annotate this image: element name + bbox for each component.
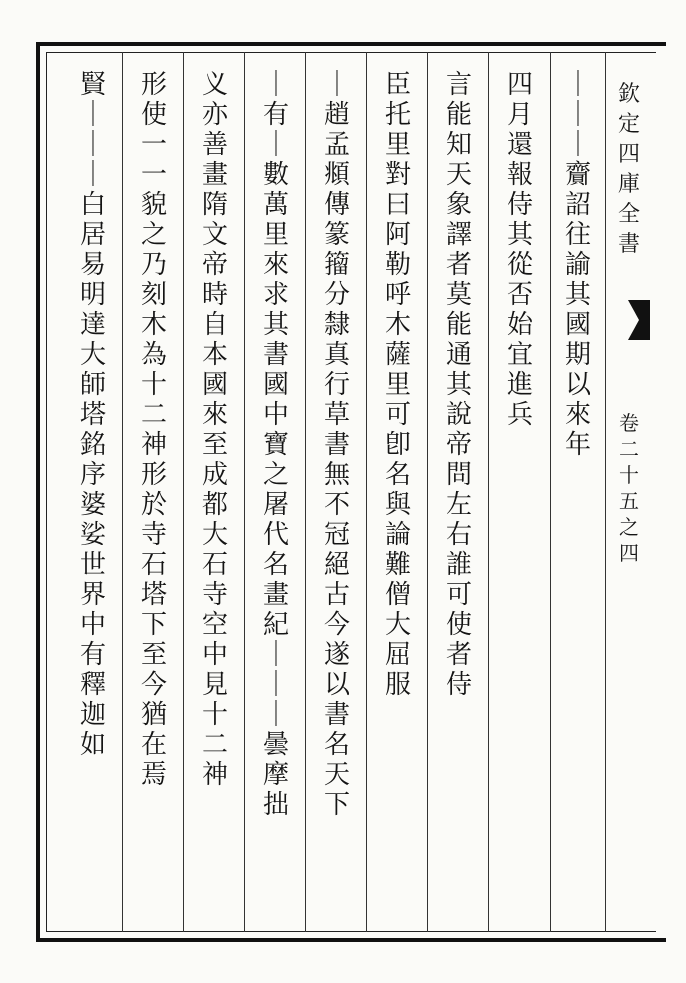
glyph: 言 xyxy=(445,70,472,100)
column-rule xyxy=(183,52,184,932)
text-column xyxy=(375,60,421,920)
glyph: 至 xyxy=(201,430,228,460)
glyph: 齎 xyxy=(564,160,591,190)
glyph: 里 xyxy=(384,130,411,160)
glyph: 以 xyxy=(323,670,350,700)
glyph: 冠 xyxy=(323,520,350,550)
text-column xyxy=(436,60,482,920)
glyph: 定 xyxy=(617,112,640,137)
glyph: 否 xyxy=(506,280,533,310)
column-text xyxy=(436,60,482,920)
text-column xyxy=(314,60,360,920)
glyph: 本 xyxy=(201,340,228,370)
glyph: 代 xyxy=(262,520,289,550)
glyph: 中 xyxy=(201,640,228,670)
glyph: 國 xyxy=(201,370,228,400)
glyph: 分 xyxy=(323,280,350,310)
glyph: 知 xyxy=(445,130,472,160)
glyph: 四 xyxy=(617,142,640,167)
glyph: 書 xyxy=(323,700,350,730)
headword-note xyxy=(555,60,601,920)
glyph: 二 xyxy=(140,400,167,430)
glyph: 書 xyxy=(323,430,350,460)
glyph: 論 xyxy=(384,520,411,550)
glyph: 都 xyxy=(201,490,228,520)
glyph: 中 xyxy=(262,400,289,430)
glyph: 銘 xyxy=(79,430,106,460)
glyph: 石 xyxy=(201,550,228,580)
glyph: 侍 xyxy=(445,670,472,700)
glyph: 猶 xyxy=(140,700,167,730)
glyph: 摩 xyxy=(262,760,289,790)
glyph: 貌 xyxy=(140,190,167,220)
column-rule xyxy=(305,52,306,932)
glyph: 神 xyxy=(140,430,167,460)
glyph: 下 xyxy=(140,610,167,640)
glyph: 於 xyxy=(140,490,167,520)
glyph: 其 xyxy=(564,280,591,310)
glyph: 名 xyxy=(323,730,350,760)
glyph: 今 xyxy=(140,670,167,700)
column-text xyxy=(192,60,238,920)
glyph: 至 xyxy=(140,640,167,670)
glyph: ｜ xyxy=(79,130,106,160)
glyph: 屈 xyxy=(384,640,411,670)
column-rule xyxy=(488,52,489,932)
glyph: 寶 xyxy=(262,430,289,460)
glyph: 誰 xyxy=(445,550,472,580)
glyph: 臣 xyxy=(384,70,411,100)
glyph: 四 xyxy=(619,541,639,565)
glyph: 娑 xyxy=(79,520,106,550)
glyph: 之 xyxy=(140,220,167,250)
glyph: 能 xyxy=(445,100,472,130)
glyph: 諭 xyxy=(564,250,591,280)
glyph: 下 xyxy=(323,790,350,820)
glyph: 义 xyxy=(201,70,228,100)
glyph: 十 xyxy=(201,700,228,730)
column-rule xyxy=(122,52,123,932)
glyph: 曰 xyxy=(384,190,411,220)
glyph: 帝 xyxy=(201,250,228,280)
glyph: 始 xyxy=(506,310,533,340)
column-rule xyxy=(427,52,428,932)
glyph: 還 xyxy=(506,130,533,160)
glyph: 曇 xyxy=(262,730,289,760)
glyph: 說 xyxy=(445,400,472,430)
glyph: 者 xyxy=(445,250,472,280)
glyph: 其 xyxy=(506,220,533,250)
glyph: 大 xyxy=(384,610,411,640)
glyph: 一 xyxy=(140,130,167,160)
glyph: 大 xyxy=(201,520,228,550)
text-column xyxy=(555,60,601,920)
glyph: 絕 xyxy=(323,550,350,580)
glyph: 不 xyxy=(323,490,350,520)
glyph: 寺 xyxy=(201,580,228,610)
column-rule xyxy=(366,52,367,932)
glyph: 為 xyxy=(140,340,167,370)
glyph: 使 xyxy=(445,610,472,640)
glyph: 期 xyxy=(564,340,591,370)
glyph: 篆 xyxy=(323,220,350,250)
glyph: 乃 xyxy=(140,250,167,280)
glyph: 庫 xyxy=(617,172,640,197)
glyph: 焉 xyxy=(140,760,167,790)
column-text xyxy=(314,60,360,920)
glyph: 真 xyxy=(323,340,350,370)
glyph: 善 xyxy=(201,130,228,160)
glyph: 隋 xyxy=(201,190,228,220)
glyph: 隸 xyxy=(323,310,350,340)
glyph: 象 xyxy=(445,190,472,220)
glyph: 國 xyxy=(262,370,289,400)
glyph: 頫 xyxy=(323,160,350,190)
glyph: 通 xyxy=(445,340,472,370)
glyph: 今 xyxy=(323,610,350,640)
glyph: 里 xyxy=(384,370,411,400)
glyph: 帝 xyxy=(445,430,472,460)
glyph: 勒 xyxy=(384,250,411,280)
glyph: 呼 xyxy=(384,280,411,310)
glyph: ｜ xyxy=(262,670,289,700)
glyph: 僧 xyxy=(384,580,411,610)
column-text xyxy=(131,60,177,920)
glyph: 中 xyxy=(79,610,106,640)
glyph: 侍 xyxy=(506,190,533,220)
glyph: 形 xyxy=(140,460,167,490)
glyph: 譯 xyxy=(445,220,472,250)
glyph: ｜ xyxy=(79,160,106,190)
glyph: 釋 xyxy=(79,670,106,700)
glyph: 木 xyxy=(140,310,167,340)
glyph: 名 xyxy=(262,550,289,580)
glyph: 從 xyxy=(506,250,533,280)
glyph: 塔 xyxy=(79,400,106,430)
glyph: 亦 xyxy=(201,100,228,130)
glyph: 二 xyxy=(201,730,228,760)
glyph: 托 xyxy=(384,100,411,130)
glyph: 趙 xyxy=(323,100,350,130)
glyph: 十 xyxy=(140,370,167,400)
glyph: 十 xyxy=(619,463,639,487)
glyph: 五 xyxy=(619,489,639,513)
glyph: 白 xyxy=(79,190,106,220)
text-column xyxy=(192,60,238,920)
glyph: 與 xyxy=(384,490,411,520)
glyph: 見 xyxy=(201,670,228,700)
glyph: ｜ xyxy=(564,130,591,160)
glyph: 問 xyxy=(445,460,472,490)
glyph: 賢 xyxy=(79,70,106,100)
text-column xyxy=(70,60,116,920)
glyph: 服 xyxy=(384,670,411,700)
glyph: 木 xyxy=(384,310,411,340)
glyph: 卽 xyxy=(384,430,411,460)
column-rule xyxy=(550,52,551,932)
margin-title-column xyxy=(606,60,650,920)
glyph: 無 xyxy=(323,460,350,490)
glyph: 其 xyxy=(262,310,289,340)
glyph: 對 xyxy=(384,160,411,190)
glyph: 寺 xyxy=(140,520,167,550)
glyph: 阿 xyxy=(384,220,411,250)
glyph: 畫 xyxy=(262,580,289,610)
glyph: 古 xyxy=(323,580,350,610)
glyph: 名 xyxy=(384,460,411,490)
glyph: 以 xyxy=(564,370,591,400)
glyph: 草 xyxy=(323,400,350,430)
glyph: 右 xyxy=(445,520,472,550)
glyph: 可 xyxy=(384,400,411,430)
glyph: 使 xyxy=(140,100,167,130)
column-text xyxy=(497,60,543,920)
glyph: 達 xyxy=(79,310,106,340)
glyph: 畫 xyxy=(201,160,228,190)
glyph: ｜ xyxy=(79,100,106,130)
glyph: 時 xyxy=(201,280,228,310)
glyph: 國 xyxy=(564,310,591,340)
glyph: 之 xyxy=(619,515,639,539)
glyph: 刻 xyxy=(140,280,167,310)
glyph: 師 xyxy=(79,370,106,400)
glyph: 自 xyxy=(201,310,228,340)
glyph: 月 xyxy=(506,100,533,130)
glyph: 在 xyxy=(140,730,167,760)
glyph: 迦 xyxy=(79,700,106,730)
glyph: 有 xyxy=(79,640,106,670)
glyph: 報 xyxy=(506,160,533,190)
glyph: 左 xyxy=(445,490,472,520)
glyph: 大 xyxy=(79,340,106,370)
glyph: 塔 xyxy=(140,580,167,610)
text-column xyxy=(253,60,299,920)
glyph: 宜 xyxy=(506,340,533,370)
glyph: 里 xyxy=(262,220,289,250)
glyph: 來 xyxy=(201,400,228,430)
glyph: 屠 xyxy=(262,490,289,520)
glyph: ｜ xyxy=(262,70,289,100)
glyph: ｜ xyxy=(323,70,350,100)
glyph: 有 xyxy=(262,100,289,130)
text-column xyxy=(497,60,543,920)
glyph: 神 xyxy=(201,760,228,790)
glyph: 書 xyxy=(262,340,289,370)
glyph: 來 xyxy=(262,250,289,280)
glyph: 全 xyxy=(617,202,640,227)
glyph: 四 xyxy=(506,70,533,100)
column-text xyxy=(70,60,116,920)
glyph: 如 xyxy=(79,730,106,760)
glyph: 紀 xyxy=(262,610,289,640)
glyph: ｜ xyxy=(262,700,289,730)
glyph: 書 xyxy=(617,232,640,257)
glyph: 居 xyxy=(79,220,106,250)
text-column xyxy=(131,60,177,920)
glyph: 界 xyxy=(79,580,106,610)
glyph: 籀 xyxy=(323,250,350,280)
glyph: 形 xyxy=(140,70,167,100)
glyph: 成 xyxy=(201,460,228,490)
glyph: 一 xyxy=(140,160,167,190)
fish-tail-mark-icon xyxy=(628,300,650,340)
glyph: 婆 xyxy=(79,490,106,520)
glyph: 年 xyxy=(564,430,591,460)
glyph: ｜ xyxy=(262,130,289,160)
juan-label xyxy=(606,60,650,920)
glyph: 拙 xyxy=(262,790,289,820)
glyph: 進 xyxy=(506,370,533,400)
glyph: ｜ xyxy=(262,640,289,670)
glyph: 詔 xyxy=(564,190,591,220)
glyph: 序 xyxy=(79,460,106,490)
glyph: 二 xyxy=(619,437,639,461)
glyph: 天 xyxy=(445,160,472,190)
glyph: 能 xyxy=(445,310,472,340)
glyph: 薩 xyxy=(384,340,411,370)
column-rule xyxy=(244,52,245,932)
glyph: ｜ xyxy=(564,100,591,130)
glyph: 往 xyxy=(564,220,591,250)
glyph: 遂 xyxy=(323,640,350,670)
glyph: 易 xyxy=(79,250,106,280)
glyph: 之 xyxy=(262,460,289,490)
glyph: 卷 xyxy=(619,411,639,435)
glyph: 求 xyxy=(262,280,289,310)
glyph: 難 xyxy=(384,550,411,580)
glyph: 空 xyxy=(201,610,228,640)
glyph: 莫 xyxy=(445,280,472,310)
glyph: 世 xyxy=(79,550,106,580)
glyph: 文 xyxy=(201,220,228,250)
glyph: 可 xyxy=(445,580,472,610)
glyph: ｜ xyxy=(564,70,591,100)
glyph: 欽 xyxy=(617,82,640,107)
glyph: 石 xyxy=(140,550,167,580)
glyph: 者 xyxy=(445,640,472,670)
column-text xyxy=(253,60,299,920)
glyph: 孟 xyxy=(323,130,350,160)
glyph: 萬 xyxy=(262,190,289,220)
glyph: 來 xyxy=(564,400,591,430)
glyph: 其 xyxy=(445,370,472,400)
glyph: 天 xyxy=(323,760,350,790)
glyph: 數 xyxy=(262,160,289,190)
glyph: 傳 xyxy=(323,190,350,220)
glyph: 行 xyxy=(323,370,350,400)
glyph: 兵 xyxy=(506,400,533,430)
column-text xyxy=(375,60,421,920)
glyph: 明 xyxy=(79,280,106,310)
